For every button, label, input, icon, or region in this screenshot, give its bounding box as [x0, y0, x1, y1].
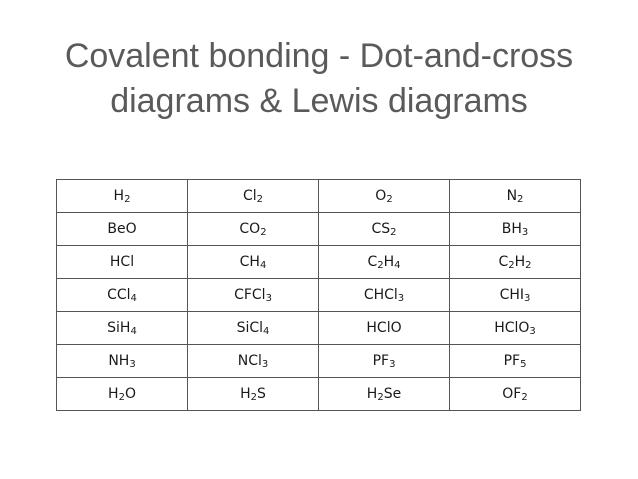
- formula-cell: HClO: [319, 312, 450, 345]
- table-row: [57, 246, 581, 279]
- formula-cell: $N_2$: [450, 180, 581, 213]
- title-line-1: Covalent bonding - Dot-and-cross: [64, 37, 574, 75]
- table-row: [57, 180, 581, 213]
- slide-title: [0, 34, 638, 124]
- table-row: [57, 312, 581, 345]
- formula-cell: SiH$_4$: [57, 312, 188, 345]
- title-line-2: diagrams & Lewis diagrams: [110, 82, 528, 120]
- table-row: [57, 378, 581, 411]
- formula-cell: $C_2H_2$: [450, 246, 581, 279]
- formula-cell: HClO$_3$: [450, 312, 581, 345]
- formula-cell: $PF_5$: [450, 345, 581, 378]
- formula-cell: $C_2H_4$: [319, 246, 450, 279]
- formula-cell: CFCl$_3$: [188, 279, 319, 312]
- table-row: [57, 345, 581, 378]
- formula-cell: $CH_4$: [188, 246, 319, 279]
- formula-cell: $BH_3$: [450, 213, 581, 246]
- formula-cell: $H_2$: [57, 180, 188, 213]
- formula-cell: BeO: [57, 213, 188, 246]
- formula-cell: CHCl$_3$: [319, 279, 450, 312]
- formula-cell: $PF_3$: [319, 345, 450, 378]
- formula-cell: $CS_2$: [319, 213, 450, 246]
- formula-table: [56, 179, 581, 411]
- formula-cell: $H_2Se$: [319, 378, 450, 411]
- formula-cell: $OF_2$: [450, 378, 581, 411]
- table-row: [57, 213, 581, 246]
- formula-cell: $CHI_3$: [450, 279, 581, 312]
- formula-cell: NCl$_3$: [188, 345, 319, 378]
- formula-cell: SiCl$_4$: [188, 312, 319, 345]
- formula-cell: $NH_3$: [57, 345, 188, 378]
- formula-cell: CCl$_4$: [57, 279, 188, 312]
- formula-cell: $H_2O$: [57, 378, 188, 411]
- formula-cell: HCl: [57, 246, 188, 279]
- formula-cell: $Cl_2$: [188, 180, 319, 213]
- formula-cell: $H_2S$: [188, 378, 319, 411]
- table-row: [57, 279, 581, 312]
- formula-cell: $CO_2$: [188, 213, 319, 246]
- formula-cell: $O_2$: [319, 180, 450, 213]
- formula-table-body: [57, 180, 581, 411]
